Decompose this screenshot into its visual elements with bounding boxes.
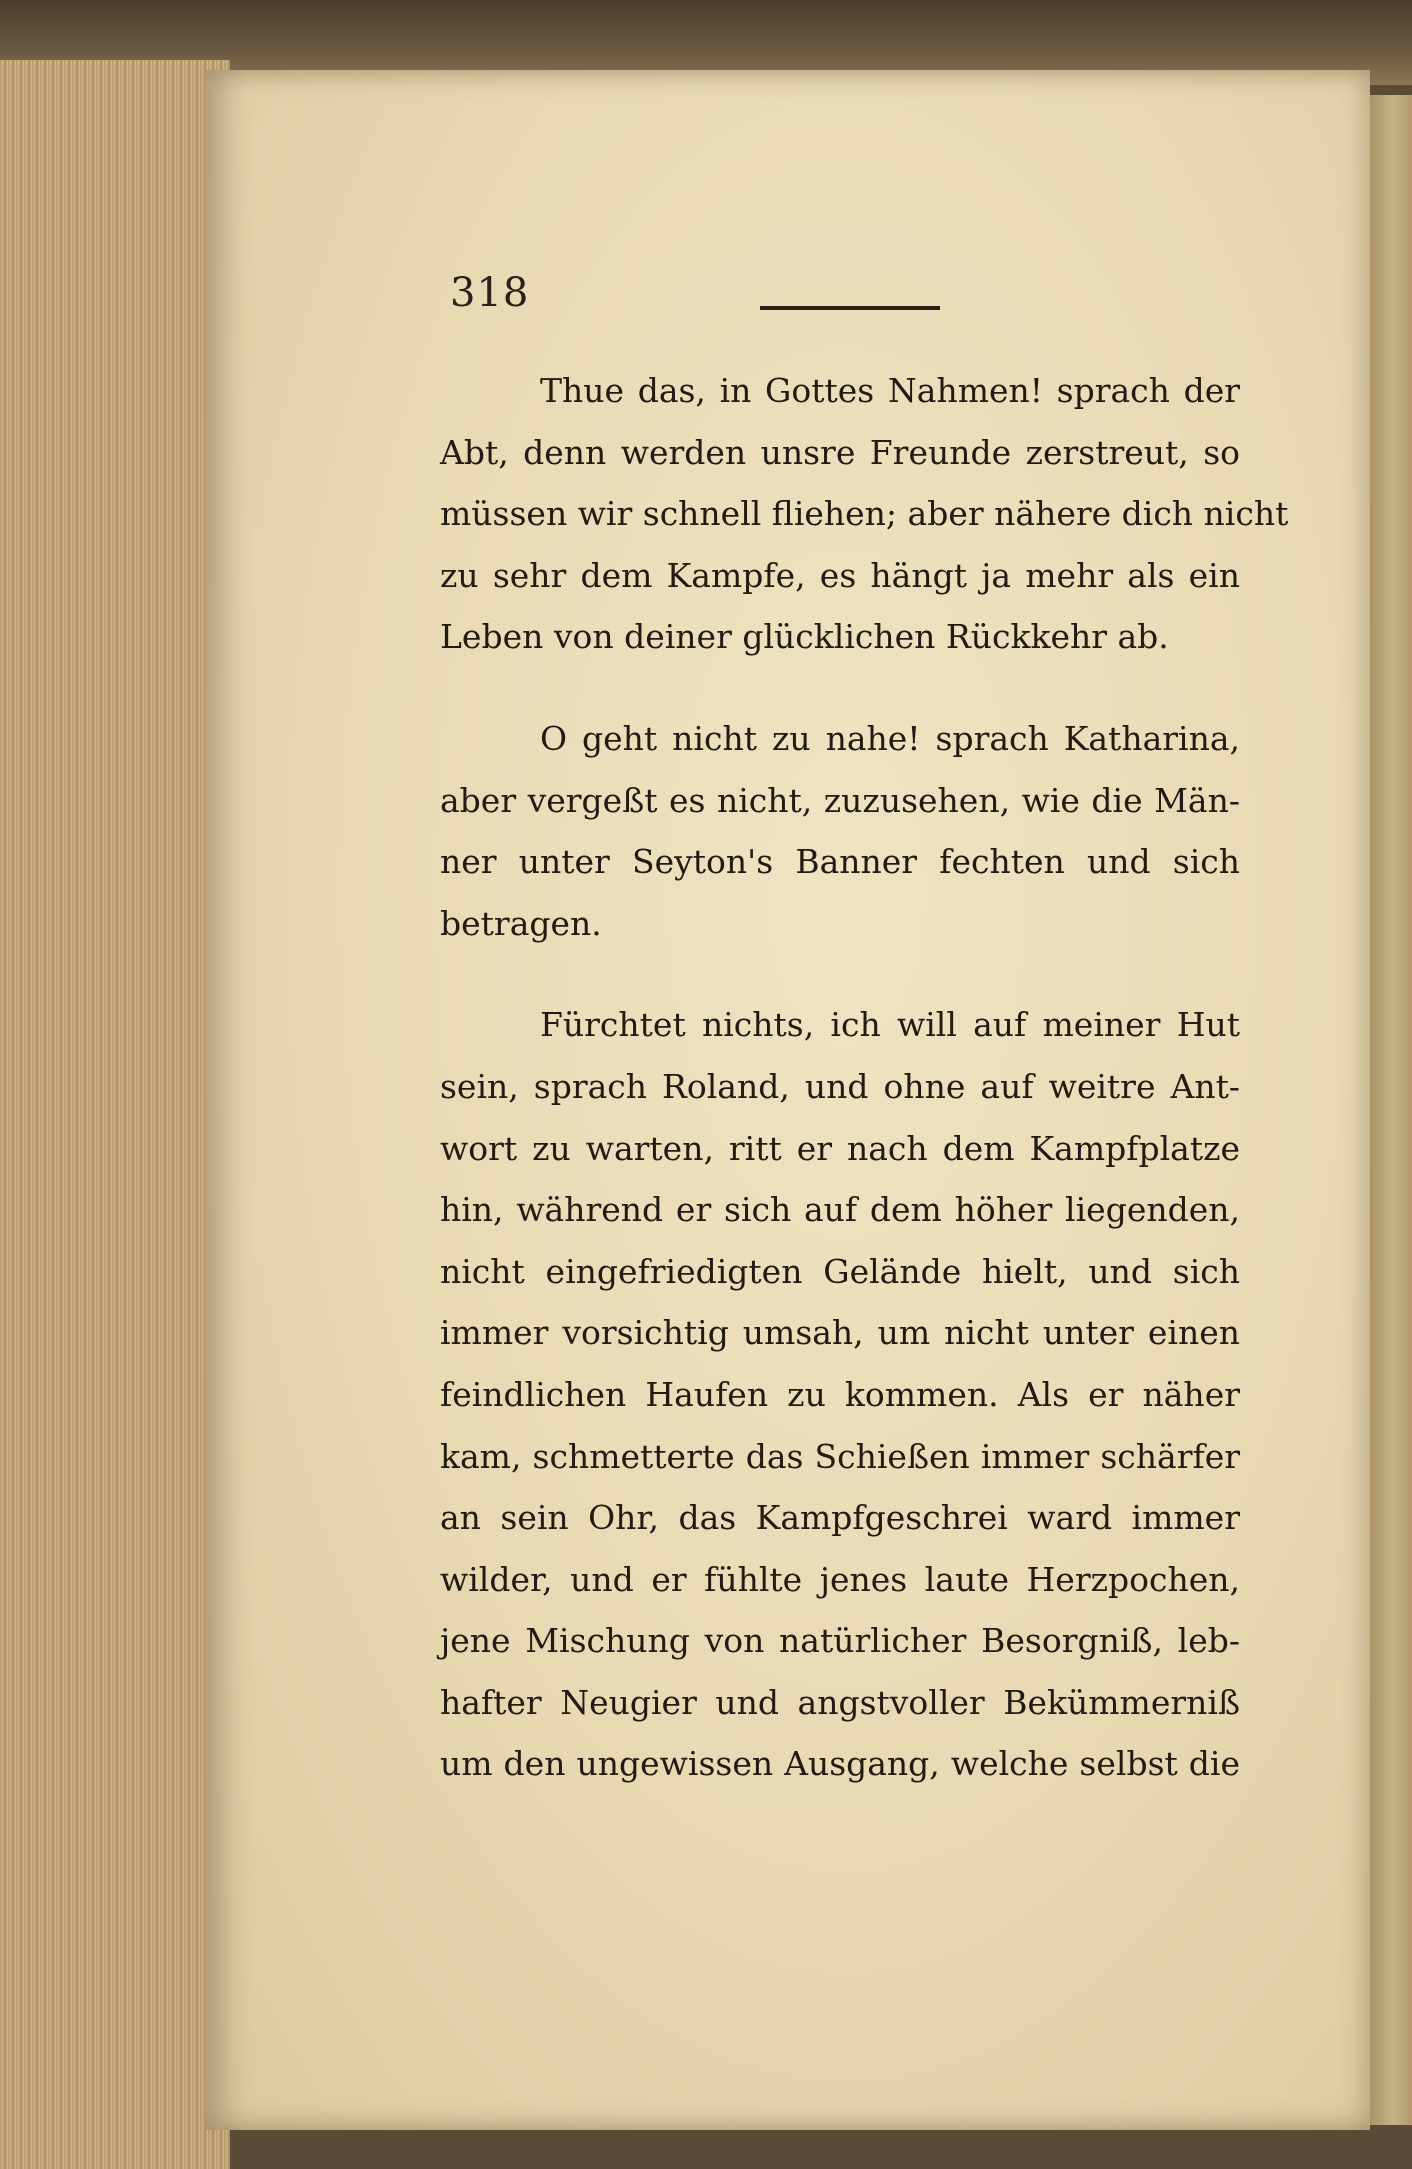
- text-line: hafter Neugier und angstvoller Bekümmerniß: [440, 1682, 1240, 1722]
- text-line: Thue das, in Gottes Nahmen! sprach der: [540, 371, 1240, 410]
- page-number: 318: [450, 270, 530, 316]
- text-line: betragen.: [440, 903, 602, 943]
- text-line: sein, sprach Roland, und ohne auf weitre Ant-: [440, 1066, 1240, 1106]
- text-line: wort zu warten, ritt er nach dem Kampfplatze: [440, 1128, 1240, 1168]
- text-line: müssen wir schnell fliehen; aber nähere dich nicht: [440, 494, 1289, 534]
- book-page-edges: [0, 60, 230, 2169]
- text-line: um den ungewissen Ausgang, welche selbst die: [440, 1744, 1240, 1784]
- text-line: wilder, und er fühlte jenes laute Herzpochen,: [440, 1559, 1240, 1599]
- text-line: aber vergeßt es nicht, zuzusehen, wie die Män-: [440, 780, 1240, 820]
- text-line: immer vorsichtig umsah, um nicht unter einen: [440, 1313, 1240, 1353]
- body-text: [440, 360, 1289, 1795]
- text-line: an sein Ohr, das Kampfgeschrei ward immer: [440, 1498, 1240, 1538]
- text-line: Leben von deiner glücklichen Rückkehr ab.: [440, 617, 1169, 657]
- text-line: Fürchtet nichts, ich will auf meiner Hut: [540, 1005, 1240, 1045]
- paragraph-gap: [440, 954, 1240, 994]
- facing-page-edge: [1365, 95, 1412, 2125]
- text-line: zu sehr dem Kampfe, es hängt ja mehr als ein: [440, 555, 1240, 595]
- paragraph-2: [440, 708, 1240, 954]
- text-line: O geht nicht zu nahe! sprach Katharina,: [540, 718, 1240, 758]
- header-rule: [760, 306, 940, 310]
- page-header: [240, 270, 1140, 330]
- text-line: nicht eingefriedigten Gelände hielt, und sich: [440, 1251, 1240, 1291]
- text-line: jene Mischung von natürlicher Besorgniß, leb-: [440, 1621, 1240, 1661]
- text-line: kam, schmetterte das Schießen immer schärfer: [440, 1436, 1240, 1476]
- paragraph-3: [440, 994, 1240, 1795]
- text-line: feindlichen Haufen zu kommen. Als er näher: [440, 1374, 1240, 1414]
- paragraph-gap: [440, 668, 1240, 708]
- text-line: Abt, denn werden unsre Freunde zerstreut, so: [440, 432, 1240, 472]
- text-line: hin, während er sich auf dem höher liegenden,: [440, 1190, 1240, 1230]
- text-line: ner unter Seyton's Banner fechten und sich: [440, 842, 1240, 882]
- paragraph-1: [440, 360, 1289, 668]
